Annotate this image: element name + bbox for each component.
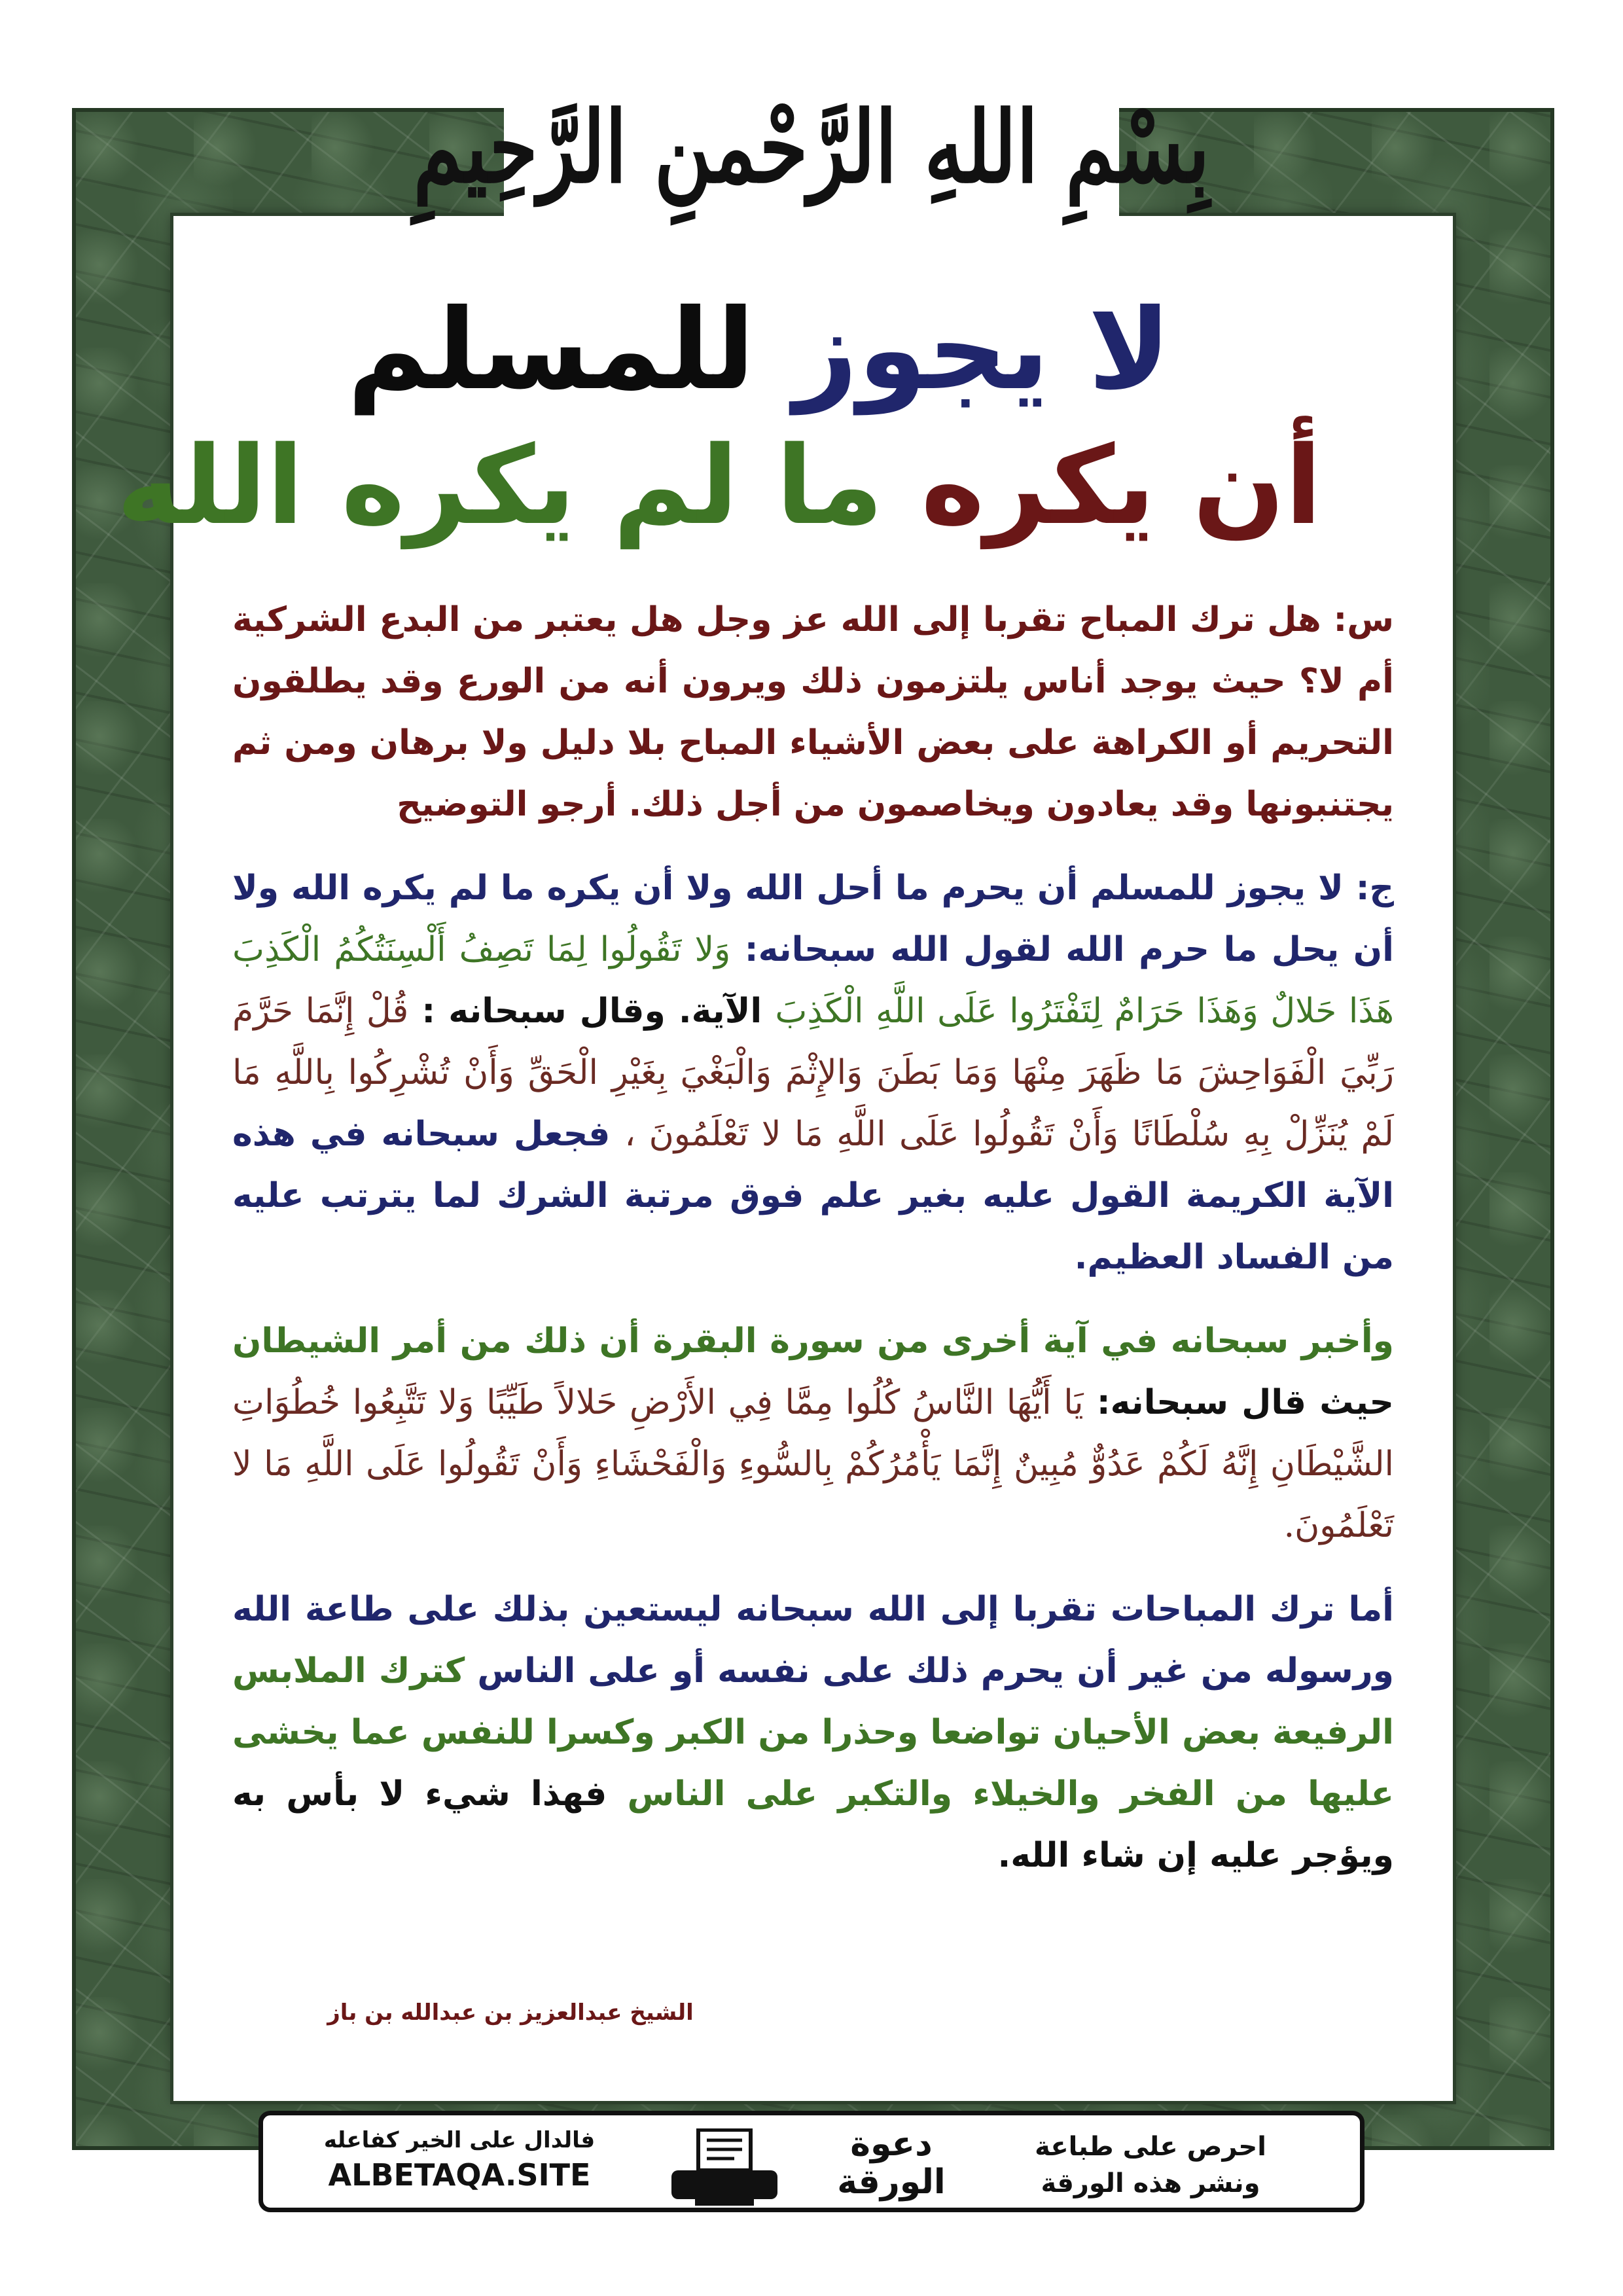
print-note-line1: احرص على طباعة	[1035, 2132, 1266, 2162]
sheikh-signature: الشيخ عبدالعزيز بن عبدالله بن باز	[327, 2000, 694, 2026]
title-part-la-yajuz: لا يجوز	[793, 285, 1171, 415]
quran-verse-1: وَلا تَقُولُوا لِمَا تَصِفُ أَلْسِنَتُكُمُ الْكَذِبَ هَذَا حَلالٌ وَهَذَا حَرَامٌ لِتَفْتَرُوا عَلَى اللَّهِ الْكَذِبَ	[232, 930, 1395, 1031]
conclusion-text-1: أما ترك المباحات تقربا إلى الله سبحانه ليستعين بذلك على طاعة الله ورسوله من غير أن يحرم ذلك على نفسه أو على الناس	[232, 1590, 1395, 1691]
answer-paragraph	[232, 857, 1394, 1288]
answer-prefix: ج:	[1355, 869, 1394, 908]
conclusion-text-2: كترك الملابس الرفيعة بعض الأحيان تواضعا وحذرا من الكبر وكسرا للنفس عما يخشى عليها من الفخر والخيلاء والتكبر على الناس	[232, 1651, 1394, 1814]
shaitan-text-2: حيث قال سبحانه:	[1096, 1383, 1394, 1422]
shaitan-paragraph	[232, 1310, 1394, 1556]
printer-icon	[669, 2128, 780, 2207]
title-part-an-yakrah: أن يكره	[921, 423, 1322, 548]
question-prefix: س:	[1333, 600, 1394, 639]
dawah-logo	[826, 2121, 957, 2206]
title-part-ma-lam-yakrah: ما لم يكره الله	[116, 423, 883, 548]
page-title-line2	[116, 423, 1322, 548]
basmala-header	[413, 59, 1210, 236]
quran-verse-2: قُلْ إِنَّمَا حَرَّمَ رَبِّيَ الْفَوَاحِشَ مَا ظَهَرَ مِنْهَا وَمَا بَطَنَ وَالإِثْمَ وَالْبَغْيَ بِغَيْرِ الْحَقِّ وَأَنْ تُشْرِكُوا بِاللَّهِ مَا لَمْ يُنَزِّلْ بِهِ سُلْطَانًا وَأَنْ تَقُولُوا عَلَى اللَّهِ مَا لا تَعْلَمُونَ ،	[232, 992, 1394, 1154]
footer-bar	[259, 2111, 1364, 2212]
article-body	[232, 589, 1394, 1909]
conclusion-paragraph	[232, 1579, 1394, 1886]
quran-verse-3: يَا أَيُّهَا النَّاسُ كُلُوا مِمَّا فِي الأَرْضِ حَلالاً طَيِّبًا وَلا تَتَّبِعُوا خُطُوَاتِ الشَّيْطَانِ إِنَّهُ لَكُمْ عَدُوٌّ مُبِينٌ إِنَّمَا يَأْمُرُكُمْ بِالسُّوءِ وَالْفَحْشَاءِ وَأَنْ تَقُولُوا عَلَى اللَّهِ مَا لا تَعْلَمُونَ.	[232, 1383, 1394, 1545]
question-text: هل ترك المباح تقربا إلى الله عز وجل هل يعتبر من البدع الشركية أم لا؟ حيث يوجد أناس يلتزمون ذلك ويرون أنه من الورع وقد يطلقون التحريم أو الكراهة على بعض الأشياء المباح بلا دليل ولا برهان ومن ثم يجتنبونها وقد يعادون ويخاصمون من أجل ذلك. أرجو التوضيح	[232, 600, 1394, 824]
title-part-lilmuslim: للمسلم	[347, 285, 755, 415]
answer-text-3: فجعل سبحانه في هذه الآية الكريمة القول عليه بغير علم فوق مرتبة الشرك لما يترتب عليه من الفساد العظيم.	[232, 1115, 1394, 1277]
shaitan-text-1: وأخبر سبحانه في آية أخرى من سورة البقرة أن ذلك من أمر الشيطان	[232, 1321, 1394, 1361]
conclusion-text-3: فهذا شيء لا بأس به ويؤجر عليه إن شاء الله.	[232, 1774, 1394, 1875]
footer-site-block	[289, 2127, 630, 2193]
print-note-line2: ونشر هذه الورقة	[1041, 2168, 1260, 2198]
footer-print-note	[967, 2128, 1334, 2202]
answer-text-1: لا يجوز للمسلم أن يحرم ما أحل الله ولا أن يكره ما لم يكره الله ولا أن يحل ما حرم الله لقول الله سبحانه:	[232, 869, 1395, 969]
logo-line-1: دعوة	[850, 2125, 933, 2164]
question-paragraph	[232, 589, 1394, 835]
footer-site-link[interactable]: ALBETAQA.SITE	[328, 2157, 591, 2193]
basmala-text: بِسْمِ اللهِ الرَّحْمنِ الرَّحِيمِ	[413, 89, 1210, 206]
answer-text-2: الآية. وقال سبحانه :	[421, 992, 762, 1031]
footer-dal-text: فالدال على الخير كفاعله	[323, 2127, 596, 2153]
logo-line-2: الورقة	[837, 2162, 946, 2202]
page-title-line1	[196, 285, 1322, 415]
